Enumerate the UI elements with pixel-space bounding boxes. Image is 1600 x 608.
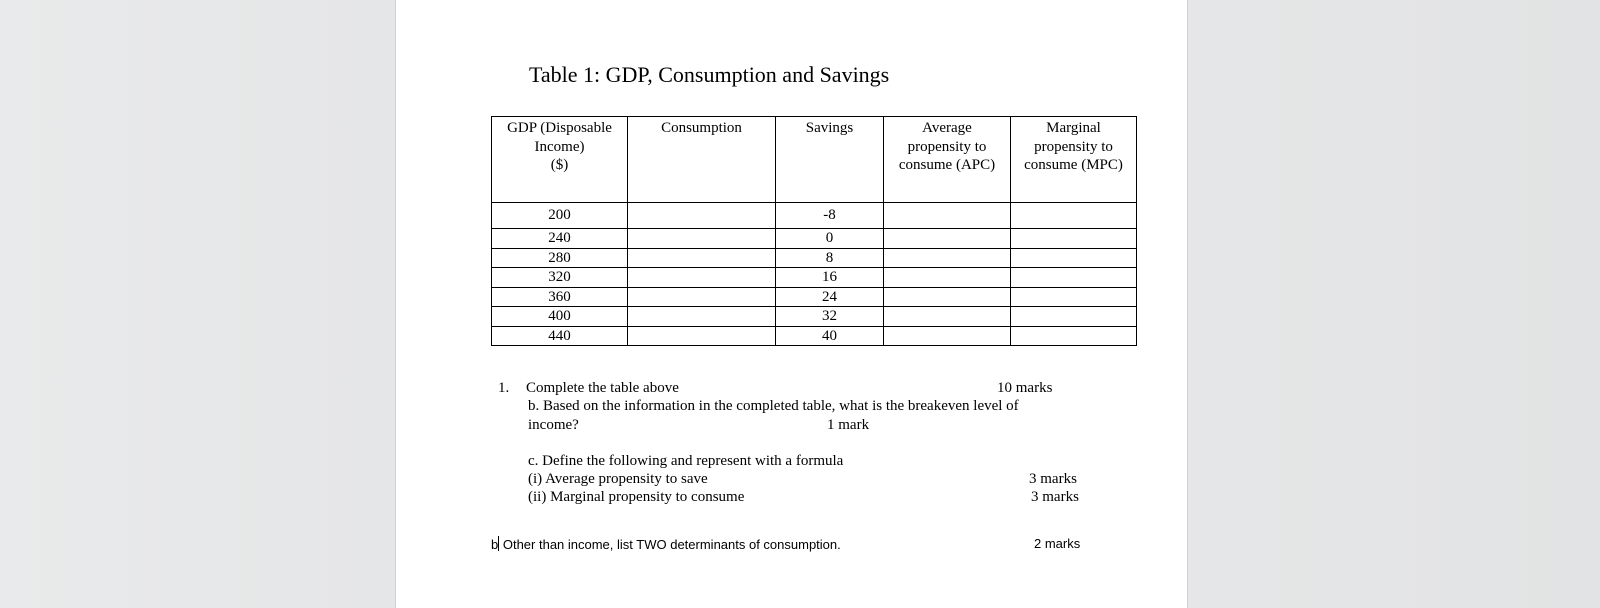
cell-savings: 16 [776,268,884,288]
cell-mpc[interactable] [1011,229,1137,249]
table-title: Table 1: GDP, Consumption and Savings [529,62,890,87]
document-page[interactable] [395,0,1188,608]
cell-apc[interactable] [884,229,1011,249]
question-b-line2: income? [528,417,579,433]
question-c-ii-marks: 3 marks [1031,489,1079,505]
question-b-marks: 1 mark [827,417,870,433]
cell-apc[interactable] [884,268,1011,288]
table-row [492,229,1137,249]
question-c-text: c. Define the following and represent with a formula [528,453,844,469]
header-savings: Savings [776,117,884,203]
question-c-i-text: (i) Average propensity to save [528,471,708,487]
cell-mpc[interactable] [1011,307,1137,327]
table-header-row [492,117,1137,203]
cell-gdp: 440 [492,326,628,346]
cell-gdp: 400 [492,307,628,327]
question-c-ii-text: (ii) Marginal propensity to consume [528,489,745,505]
cell-mpc[interactable] [1011,248,1137,268]
cell-gdp: 240 [492,229,628,249]
header-consumption: Consumption [628,117,776,203]
question-1-marks: 10 marks [997,380,1053,396]
cell-consumption[interactable] [628,229,776,249]
table-row [492,326,1137,346]
cell-apc[interactable] [884,248,1011,268]
cell-savings: 0 [776,229,884,249]
header-apc: Average propensity to consume (APC) [884,117,1011,203]
question-d-prefix: b [491,537,499,552]
cell-consumption[interactable] [628,268,776,288]
table-row [492,307,1137,327]
cell-apc[interactable] [884,326,1011,346]
cell-savings: -8 [776,203,884,229]
table-row [492,248,1137,268]
question-c-i-marks: 3 marks [1029,471,1077,487]
cell-apc[interactable] [884,203,1011,229]
cell-mpc[interactable] [1011,203,1137,229]
cell-consumption[interactable] [628,307,776,327]
cell-savings: 40 [776,326,884,346]
cell-consumption[interactable] [628,248,776,268]
cell-savings: 8 [776,248,884,268]
cell-savings: 32 [776,307,884,327]
table-row [492,287,1137,307]
cell-mpc[interactable] [1011,287,1137,307]
header-mpc: Marginal propensity to consume (MPC) [1011,117,1137,203]
question-1-text: Complete the table above [526,380,679,396]
cell-consumption[interactable] [628,287,776,307]
table-row [492,203,1137,229]
cell-consumption[interactable] [628,326,776,346]
question-d-text: Other than income, list TWO determinants of consumption. [499,537,841,552]
cell-savings: 24 [776,287,884,307]
cell-gdp: 360 [492,287,628,307]
table-row [492,268,1137,288]
cell-consumption[interactable] [628,203,776,229]
cell-mpc[interactable] [1011,268,1137,288]
cell-gdp: 200 [492,203,628,229]
question-d-marks: 2 marks [1034,536,1081,551]
header-gdp: GDP (Disposable Income) ($) [492,117,628,203]
question-b-line1: b. Based on the information in the completed table, what is the breakeven level of [528,398,1019,414]
gdp-consumption-savings-table [491,116,1137,346]
cell-mpc[interactable] [1011,326,1137,346]
question-1-number: 1. [498,380,510,396]
cell-apc[interactable] [884,307,1011,327]
cell-apc[interactable] [884,287,1011,307]
cell-gdp: 320 [492,268,628,288]
cell-gdp: 280 [492,248,628,268]
question-d-line[interactable] [491,536,841,552]
